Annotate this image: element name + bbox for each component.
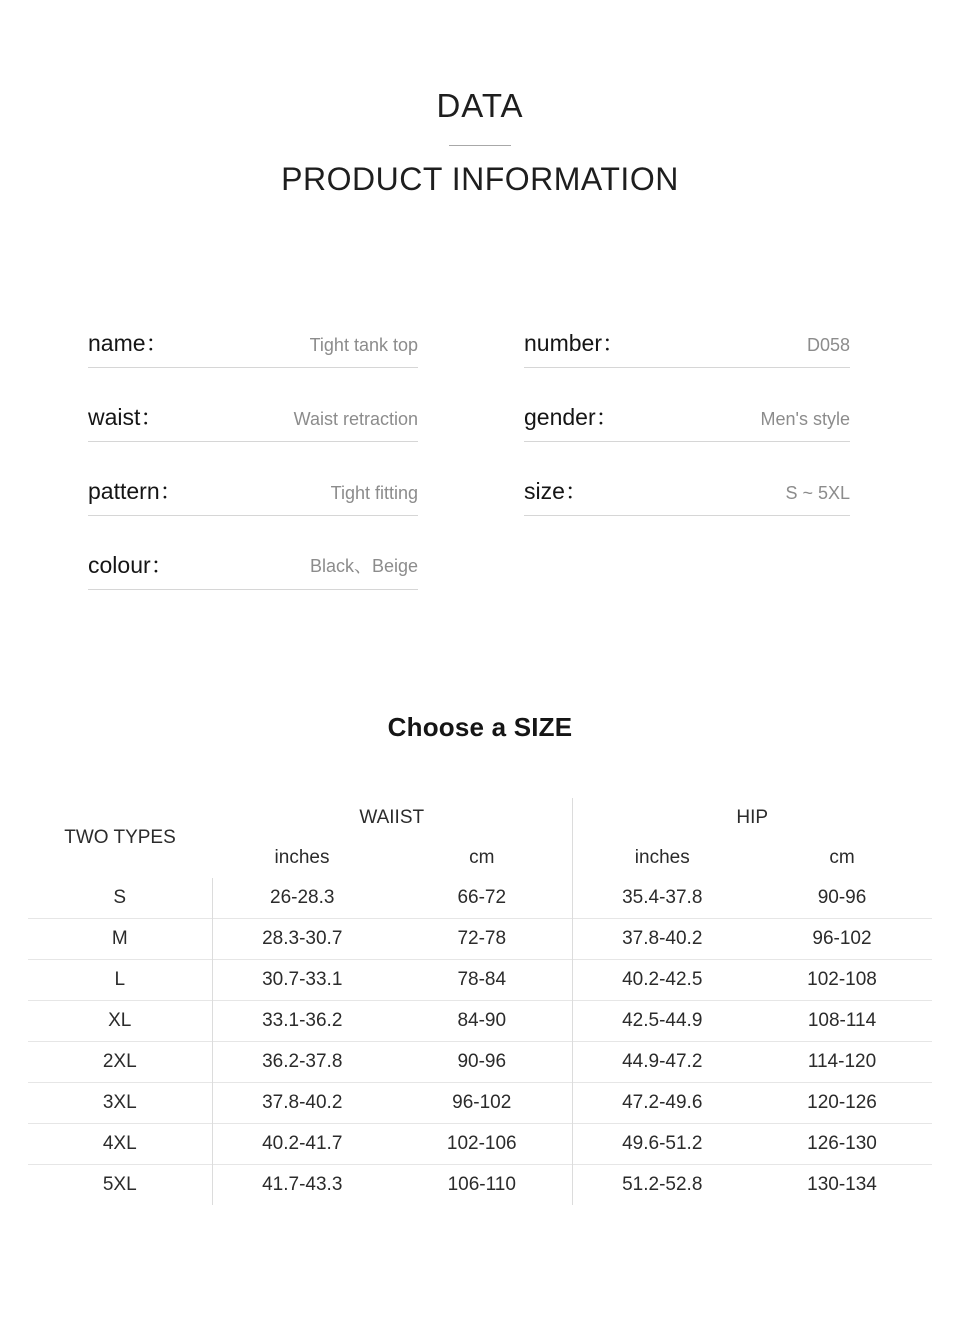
cell-size: M — [28, 919, 212, 960]
table-row — [28, 1165, 932, 1206]
cell-waist-cm: 106-110 — [392, 1165, 572, 1206]
table-group-hip: HIP — [736, 807, 769, 828]
cell-hip-cm: 130-134 — [807, 1174, 877, 1195]
cell-hip-cm: 120-126 — [807, 1092, 877, 1113]
cell-hip-cm: 96-102 — [812, 928, 872, 949]
info-value-name: Tight tank top — [309, 335, 418, 355]
cell-waist-cm: 90-96 — [392, 1042, 572, 1083]
cell-hip-inches: 44.9-47.2 — [622, 1051, 703, 1072]
cell-hip-cm: 126-130 — [807, 1133, 877, 1154]
product-info-grid — [0, 320, 960, 590]
size-chart — [28, 798, 932, 1205]
info-value-number: D058 — [806, 335, 850, 355]
cell-waist-inches: 36.2-37.8 — [262, 1051, 343, 1072]
table-row — [28, 878, 932, 919]
cell-waist-cm: 84-90 — [392, 1001, 572, 1042]
cell-waist-cm: 96-102 — [392, 1083, 572, 1124]
cell-waist-inches: 40.2-41.7 — [262, 1133, 343, 1154]
table-corner-label: TWO TYPES — [64, 827, 176, 848]
cell-hip-inches: 37.8-40.2 — [622, 928, 703, 949]
info-row-name — [88, 320, 418, 368]
cell-size: 5XL — [28, 1165, 212, 1206]
table-row — [28, 960, 932, 1001]
info-label-number: number： — [524, 330, 625, 356]
table-row — [28, 1001, 932, 1042]
info-label-waist: waist： — [88, 404, 164, 430]
cell-hip-inches: 40.2-42.5 — [622, 969, 703, 990]
cell-hip-inches: 47.2-49.6 — [622, 1092, 703, 1113]
cell-size: S — [28, 878, 212, 919]
cell-waist-inches: 26-28.3 — [270, 887, 335, 908]
info-value-colour: Black、Beige — [309, 556, 418, 576]
page-header — [0, 0, 960, 197]
cell-waist-inches: 28.3-30.7 — [262, 928, 343, 949]
info-label-size: size： — [524, 478, 588, 504]
cell-hip-cm: 90-96 — [817, 887, 867, 908]
info-row-waist — [88, 394, 418, 442]
cell-hip-cm: 102-108 — [807, 969, 877, 990]
cell-waist-inches: 41.7-43.3 — [262, 1174, 343, 1195]
table-unit-hip-cm: cm — [829, 847, 855, 868]
product-info-column-right — [480, 320, 960, 590]
size-table — [28, 798, 932, 1205]
table-group-header-row — [28, 798, 932, 838]
info-label-colour: colour： — [88, 552, 174, 578]
cell-hip-cm: 108-114 — [807, 1010, 877, 1031]
cell-waist-cm: 66-72 — [392, 878, 572, 919]
info-label-gender: gender： — [524, 404, 619, 430]
info-row-size — [524, 468, 850, 516]
cell-hip-inches: 35.4-37.8 — [622, 887, 703, 908]
cell-waist-cm: 78-84 — [392, 960, 572, 1001]
cell-size: 2XL — [28, 1042, 212, 1083]
cell-waist-inches: 33.1-36.2 — [262, 1010, 343, 1031]
cell-waist-inches: 30.7-33.1 — [262, 969, 343, 990]
info-value-waist: Waist retraction — [293, 409, 418, 429]
table-unit-waist-cm: cm — [392, 838, 572, 878]
cell-waist-cm: 102-106 — [392, 1124, 572, 1165]
table-unit-waist-inches: inches — [274, 847, 330, 868]
info-value-gender: Men's style — [760, 409, 850, 429]
cell-hip-cm: 114-120 — [807, 1051, 877, 1072]
info-value-pattern: Tight fitting — [330, 483, 418, 503]
table-unit-hip-inches: inches — [634, 847, 690, 868]
table-row — [28, 1124, 932, 1165]
info-row-pattern — [88, 468, 418, 516]
page-subtitle: PRODUCT INFORMATION — [281, 161, 679, 198]
title-divider — [449, 145, 511, 146]
table-row — [28, 919, 932, 960]
info-row-gender — [524, 394, 850, 442]
cell-size: L — [28, 960, 212, 1001]
cell-size: 4XL — [28, 1124, 212, 1165]
info-label-name: name： — [88, 330, 169, 356]
info-value-size: S ~ 5XL — [785, 483, 850, 503]
cell-size: 3XL — [28, 1083, 212, 1124]
cell-waist-cm: 72-78 — [392, 919, 572, 960]
cell-hip-inches: 42.5-44.9 — [622, 1010, 703, 1031]
cell-waist-inches: 37.8-40.2 — [262, 1092, 343, 1113]
table-row — [28, 1042, 932, 1083]
page-title: DATA — [436, 87, 524, 124]
cell-hip-inches: 49.6-51.2 — [622, 1133, 703, 1154]
cell-hip-inches: 51.2-52.8 — [622, 1174, 703, 1195]
cell-size: XL — [28, 1001, 212, 1042]
product-info-column-left — [0, 320, 480, 590]
info-row-colour — [88, 542, 418, 590]
table-row — [28, 1083, 932, 1124]
table-group-waist: WAIIST — [212, 798, 572, 838]
info-label-pattern: pattern： — [88, 478, 183, 504]
size-section-heading: Choose a SIZE — [387, 712, 573, 742]
info-row-number — [524, 320, 850, 368]
